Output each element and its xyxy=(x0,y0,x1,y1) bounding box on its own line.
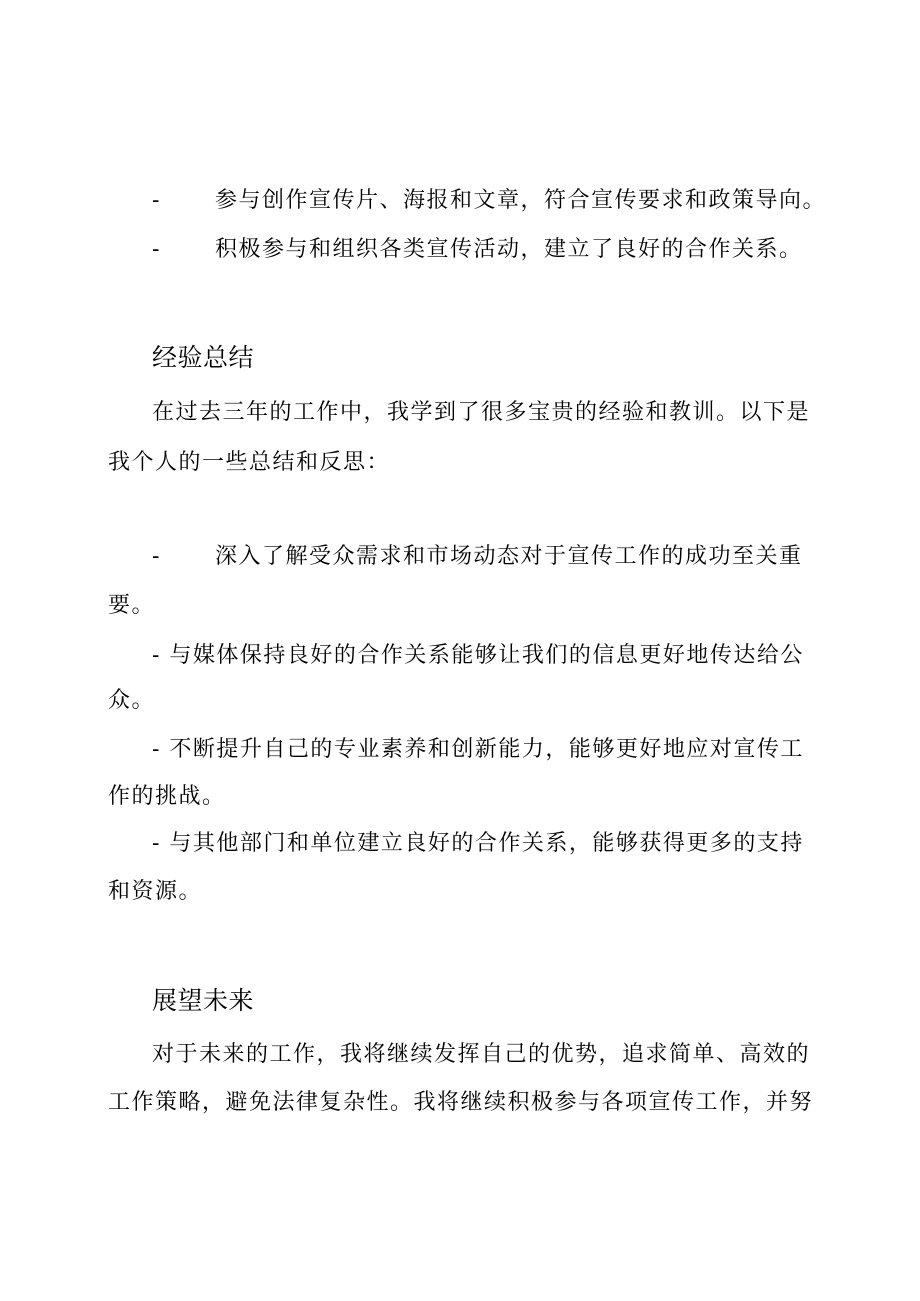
bullet-text: - 不断提升自己的专业素养和创新能力，能够更好地应对宣传工 xyxy=(152,737,804,762)
bullet-marker: - xyxy=(152,188,160,213)
paragraph-line: 对于未来的工作，我将继续发挥自己的优势，追求简单、高效的 xyxy=(152,1042,811,1067)
section-heading-future: 展望未来 xyxy=(152,986,255,1015)
bullet-text-continued: 要。 xyxy=(108,593,156,618)
section-heading-experience: 经验总结 xyxy=(152,343,255,372)
bullet-text: - 与其他部门和单位建立良好的合作关系，能够获得更多的支持 xyxy=(152,831,804,856)
bullet-text: 深入了解受众需求和市场动态对于宣传工作的成功至关重 xyxy=(215,544,803,569)
bullet-text-continued: 和资源。 xyxy=(108,879,203,904)
bullet-text: 参与创作宣传片、海报和文章，符合宣传要求和政策导向。 xyxy=(215,188,827,213)
paragraph-line: 我个人的一些总结和反思： xyxy=(108,450,391,475)
bullet-text-continued: 众。 xyxy=(108,688,156,713)
bullet-text-continued: 作的挑战。 xyxy=(108,784,226,809)
bullet-marker: - xyxy=(152,237,160,262)
bullet-marker: - xyxy=(152,544,160,569)
paragraph-line: 工作策略，避免法律复杂性。我将继续积极参与各项宣传工作，并努 xyxy=(108,1090,814,1115)
bullet-text: - 与媒体保持良好的合作关系能够让我们的信息更好地传达给公 xyxy=(152,643,804,668)
bullet-text: 积极参与和组织各类宣传活动，建立了良好的合作关系。 xyxy=(215,237,803,262)
paragraph-line: 在过去三年的工作中，我学到了很多宝贵的经验和教训。以下是 xyxy=(152,400,811,425)
